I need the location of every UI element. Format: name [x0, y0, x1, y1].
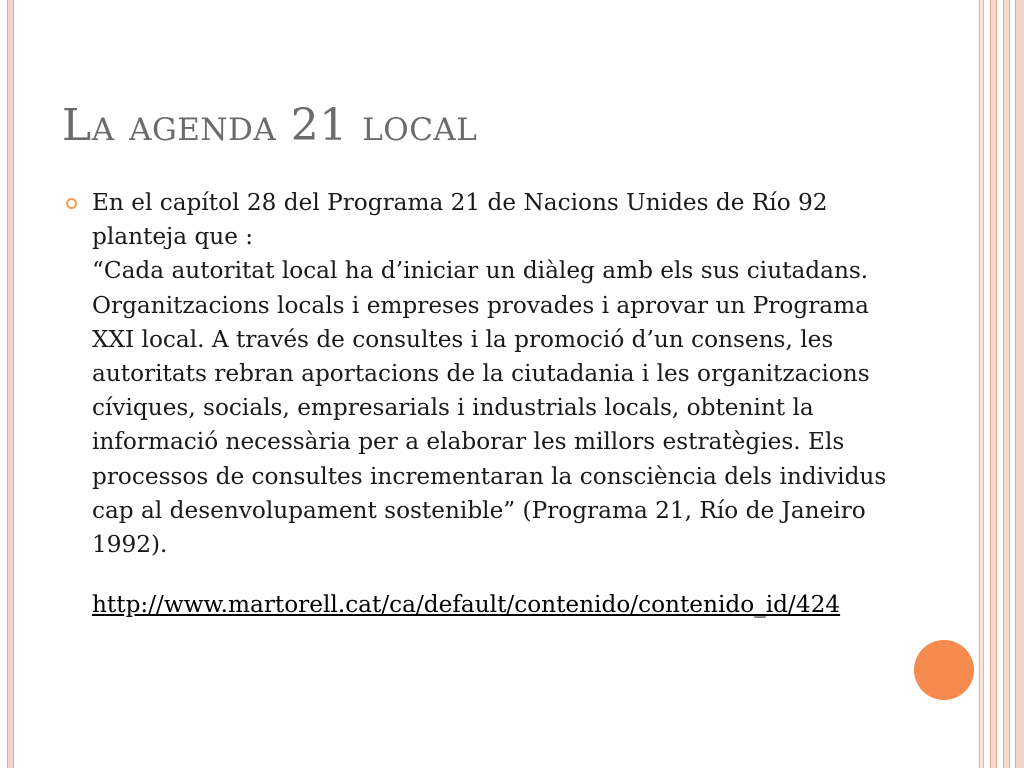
right-decorative-stripe: [1015, 0, 1024, 768]
link-block: [62, 588, 902, 622]
bullet-item: [62, 186, 902, 562]
bullet-circle-icon: [66, 198, 77, 209]
slide-title: La agenda 21 local: [62, 100, 478, 151]
right-decorative-stripe: [979, 0, 984, 768]
left-decorative-stripe: [7, 0, 14, 768]
right-decorative-stripe: [1003, 0, 1010, 768]
slide-content: [62, 186, 902, 622]
source-link[interactable]: http://www.martorell.cat/ca/default/contenido/contenido_id/424: [92, 591, 841, 619]
decorative-circle: [914, 640, 974, 700]
right-decorative-stripe: [990, 0, 997, 768]
bullet-text: En el capítol 28 del Programa 21 de Nacions Unides de Río 92 planteja que : “Cada autoritat local ha d’iniciar un diàleg amb els sus ciutadans. Organitzacions locals i empreses provades i aprovar un Programa XXI local. A través de consultes i la promoció d’un consens, les autoritats rebran aportacions de la ciutadania i les organitzacions cíviques, socials, empresarials i industrials locals, obtenint la informació necessària per a elaborar les millors estratègies. Els processos de consultes incrementaran la consciència dels individus cap al desenvolupament sostenible” (Programa 21, Río de Janeiro 1992).: [92, 189, 887, 559]
